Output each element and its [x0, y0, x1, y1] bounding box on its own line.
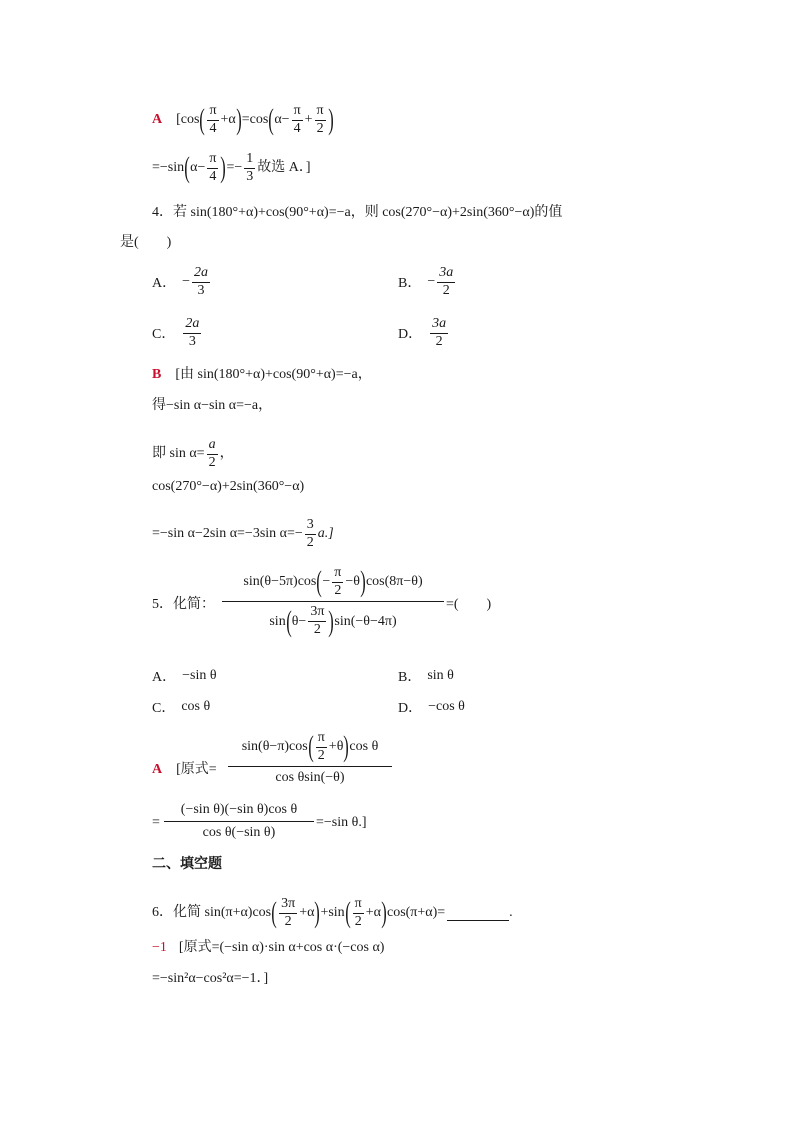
paren-left: ( — [316, 565, 323, 599]
q3-answer-line-2 — [152, 152, 311, 184]
fraction — [353, 897, 364, 929]
numerator: π — [207, 104, 218, 121]
choice-label: C． — [152, 701, 176, 716]
paren-left: ( — [285, 604, 292, 638]
denominator: cos θsin(−θ) — [275, 770, 345, 786]
denominator: 3 — [188, 333, 196, 349]
choice-label: B． — [398, 670, 422, 685]
q5-denominator — [269, 602, 396, 637]
q3-answer-line-1 — [152, 104, 334, 136]
choice-text: −cos θ — [428, 699, 465, 714]
q4-solution-line-4: cos(270°−α)+2sin(360°−α) — [152, 479, 305, 494]
q4-choice-a — [152, 266, 212, 298]
text: [由 sin(180°+α)+cos(90°+α)=−a， — [175, 367, 372, 382]
q5-solution-line-1 — [152, 763, 217, 777]
text: − — [322, 574, 331, 590]
answer-letter: A — [152, 112, 163, 128]
paren-right: ) — [328, 604, 335, 638]
fraction — [437, 266, 455, 298]
answer-letter: B — [152, 367, 162, 382]
q5-choice-a — [152, 666, 217, 686]
fraction — [332, 566, 343, 598]
numerator: π — [207, 152, 218, 169]
text: sin — [269, 613, 286, 629]
numerator: 2a — [183, 317, 201, 334]
q5-solution-fraction-2 — [164, 802, 314, 841]
choice-label: B． — [398, 276, 422, 292]
fraction — [183, 317, 201, 349]
text: sin(θ−π)cos — [241, 739, 308, 755]
paren-left: ( — [344, 896, 351, 930]
q4-solution-line-1 — [152, 368, 372, 382]
choice-label: D． — [398, 327, 423, 343]
text: =cos — [241, 112, 269, 128]
fraction — [316, 731, 327, 763]
denominator: 4 — [293, 120, 301, 136]
text: + — [304, 112, 313, 128]
q5-choice-b — [398, 666, 454, 686]
denominator: 4 — [209, 120, 217, 136]
q4-stem-line-1: 4．若 sin(180°+α)+cos(90°+α)=−a，则 cos(270°−α)+2sin(360°−α)的值 — [152, 205, 563, 220]
answer-value: −1 — [152, 940, 167, 955]
text: −θ — [345, 574, 360, 590]
text: 6．化简 sin(π+α)cos — [152, 905, 272, 921]
q5-answer-blank: =( ) — [446, 597, 492, 612]
text: a.] — [317, 526, 334, 542]
fraction — [305, 518, 316, 550]
paren-right: ) — [327, 103, 334, 137]
answer-blank — [447, 906, 509, 921]
q6-stem — [152, 897, 513, 929]
q4-stem-line-2: 是( ) — [120, 235, 172, 250]
q4-solution-line-2: 得−sin α−sin α=−a， — [152, 398, 273, 413]
choice-text: sin θ — [427, 668, 454, 683]
text: [原式=(−sin α)·sin α+cos α·(−cos α) — [178, 940, 385, 955]
fraction — [279, 897, 297, 929]
text: +α — [365, 905, 381, 921]
text: cos(π+α)= — [386, 905, 446, 921]
paren-left: ( — [268, 103, 275, 137]
text: 即 sin α= — [152, 446, 205, 462]
fraction — [315, 104, 326, 136]
fraction — [207, 152, 218, 184]
choice-sign: − — [182, 274, 191, 290]
numerator: π — [353, 897, 364, 914]
text: [原式= — [176, 762, 217, 777]
q4-choice-c — [152, 317, 203, 349]
q5-solution-line-2-prefix: = — [152, 815, 160, 830]
text: α− — [190, 160, 206, 176]
numerator: 3π — [279, 897, 297, 914]
fraction — [207, 438, 218, 470]
text: sin(−θ−4π) — [334, 613, 397, 629]
numerator: 3 — [305, 518, 316, 535]
fraction — [207, 104, 218, 136]
numerator: π — [315, 104, 326, 121]
denominator: cos θ(−sin θ) — [202, 825, 276, 840]
text: θ− — [291, 613, 307, 629]
denominator: 2 — [442, 282, 450, 298]
q5-solution-fraction-1 — [228, 731, 392, 786]
denominator: 2 — [435, 333, 443, 349]
fraction — [292, 104, 303, 136]
paren-right: ) — [343, 730, 350, 764]
text: cos θ — [349, 739, 379, 755]
numerator: π — [332, 566, 343, 583]
paren-left: ( — [184, 151, 190, 185]
text: =− — [226, 160, 243, 176]
denominator: 2 — [306, 534, 314, 550]
paren-right: ) — [314, 896, 321, 930]
denominator: 3 — [246, 168, 254, 184]
numerator: 3π — [308, 605, 326, 622]
text: +θ — [328, 739, 344, 755]
denominator: 2 — [354, 913, 362, 929]
text: =−sin α−2sin α=−3sin α=− — [152, 526, 303, 542]
paren-left: ( — [271, 896, 277, 930]
text: =−sin — [152, 160, 185, 176]
section-heading: 二、填空题 — [152, 856, 222, 872]
text: [cos — [176, 112, 200, 128]
numerator: π — [292, 104, 303, 121]
q4-solution-line-5 — [152, 518, 334, 550]
choice-text: −sin θ — [182, 668, 217, 683]
text: α− — [274, 112, 290, 128]
fraction — [244, 152, 255, 184]
q5-choice-d — [398, 697, 465, 717]
answer-letter: A — [152, 762, 163, 777]
q5-solution-line-2-suffix: =−sin θ.] — [316, 815, 367, 830]
numerator — [242, 731, 379, 766]
text: . — [509, 905, 513, 921]
denominator: 2 — [208, 454, 216, 470]
text: 故选 A．] — [257, 160, 311, 176]
fraction — [430, 317, 448, 349]
numerator: 1 — [244, 152, 255, 169]
q6-solution-line-2: =−sin²α−cos²α=−1．] — [152, 971, 269, 986]
text: +sin — [320, 905, 345, 921]
denominator: 4 — [209, 168, 217, 184]
q6-solution-line-1 — [152, 941, 384, 955]
denominator: 2 — [284, 913, 292, 929]
choice-label: A． — [152, 670, 177, 685]
paren-left: ( — [199, 103, 206, 137]
fraction — [308, 605, 326, 637]
paren-right: ) — [220, 151, 227, 185]
paren-right: ) — [360, 565, 366, 599]
denominator: 3 — [197, 282, 205, 298]
denominator: 2 — [316, 120, 324, 136]
q4-choice-d — [398, 317, 450, 349]
text: sin(θ−5π)cos — [243, 574, 317, 590]
denominator: 2 — [313, 622, 321, 638]
choice-label: C． — [152, 327, 176, 343]
choice-label: D． — [398, 701, 423, 716]
text: +α — [299, 905, 315, 921]
numerator: (−sin θ)(−sin θ)cos θ — [180, 802, 298, 817]
paren-right: ) — [236, 103, 242, 137]
paren-right: ) — [381, 896, 387, 930]
text: cos(8π−θ) — [365, 574, 423, 590]
text: +α — [220, 112, 236, 128]
fraction — [192, 266, 210, 298]
numerator: 3a — [430, 317, 448, 334]
choice-label: A． — [152, 276, 177, 292]
q5-expression — [222, 566, 444, 638]
q5-choice-c — [152, 697, 210, 717]
text: ， — [219, 446, 234, 462]
choice-sign: − — [427, 274, 436, 290]
q4-choice-b — [398, 266, 457, 298]
q4-solution-line-3 — [152, 438, 234, 470]
numerator: π — [316, 731, 327, 748]
numerator: 3a — [437, 266, 455, 283]
paren-left: ( — [307, 730, 314, 764]
choice-text: cos θ — [181, 699, 211, 714]
denominator: 2 — [334, 582, 342, 598]
q5-numerator — [243, 566, 422, 601]
denominator: 2 — [317, 747, 325, 763]
numerator: a — [207, 438, 218, 455]
q5-label: 5．化简： — [152, 597, 215, 612]
numerator: 2a — [192, 266, 210, 283]
